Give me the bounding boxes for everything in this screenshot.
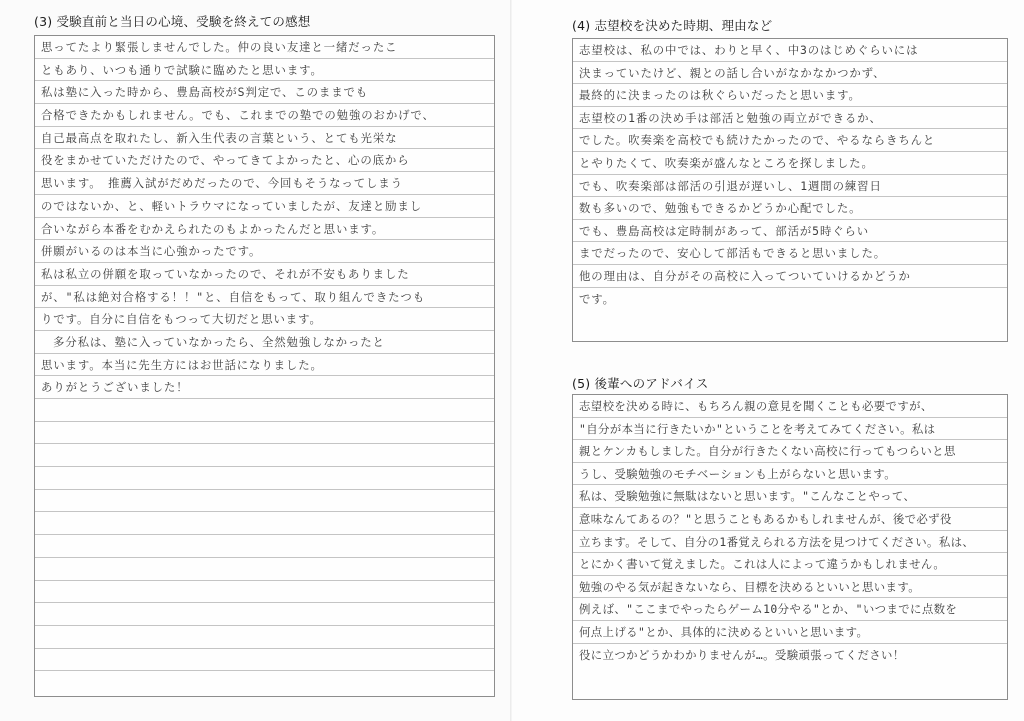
handwritten-line: 例えば、"ここまでやったらゲーム10分やる"とか、"いつまでに点数を [573,598,1007,621]
handwritten-line: 志望校は、私の中では、わりと早く、中3のはじめぐらいには [573,39,1007,62]
handwritten-line [35,444,494,467]
section-3-heading: (3) 受験直前と当日の心境、受験を終えての感想 [34,14,311,29]
handwritten-line: 思います。本当に先生方にはお世話になりました。 [35,354,494,377]
handwritten-line: とにかく書いて覚えました。これは人によって違うかもしれません。 [573,553,1007,576]
section-5-heading: (5) 後輩へのアドバイス [572,376,709,391]
handwritten-line: うし、受験勉強のモチベーションも上がらないと思います。 [573,463,1007,486]
handwritten-line: ともあり、いつも通りで試験に臨めたと思います。 [35,59,494,82]
handwritten-line: りです。自分に自信をもつって大切だと思います。 [35,308,494,331]
section-5-answer-box [572,394,1008,700]
handwritten-line [35,490,494,513]
handwritten-line [35,671,494,694]
handwritten-line: "自分が本当に行きたいか"ということを考えてみてください。私は [573,418,1007,441]
handwritten-line: 役をまかせていただけたので、やってきてよかったと、心の底から [35,149,494,172]
handwritten-line: 親とケンカもしました。自分が行きたくない高校に行ってもつらいと思 [573,440,1007,463]
handwritten-line [35,467,494,490]
handwritten-line: でも、吹奏楽部は部活の引退が遅いし、1週間の練習日 [573,175,1007,198]
handwritten-line: です。 [579,291,615,306]
handwritten-line: 私は、受験勉強に無駄はないと思います。"こんなことやって、 [573,485,1007,508]
handwritten-line: 多分私は、塾に入っていなかったら、全然勉強しなかったと [35,331,494,354]
handwritten-line: 他の理由は、自分がその高校に入ってついていけるかどうか [573,265,1007,288]
handwritten-line: 勉強のやる気が起きないなら、目標を決めるといいと思います。 [573,576,1007,599]
section-3-answer-box [34,35,495,697]
handwritten-line: 立ちます。そして、自分の1番覚えられる方法を見つけてください。私は、 [573,531,1007,554]
handwritten-line: が、"私は絶対合格する！！"と、自信をもって、取り組んできたつも [35,286,494,309]
handwritten-line: のではないか、と、軽いトラウマになっていましたが、友達と励まし [35,195,494,218]
handwritten-line: 合いながら本番をむかえられたのもよかったんだと思います。 [35,218,494,241]
right-page [512,0,1024,721]
handwritten-line: 何点上げる"とか、具体的に決めるといいと思います。 [573,621,1007,644]
handwritten-line: 思います。 推薦入試がだめだったので、今回もそうなってしまう [35,172,494,195]
handwritten-line [35,399,494,422]
handwritten-line [35,558,494,581]
handwritten-line [35,422,494,445]
handwritten-line: 最終的に決まったのは秋ぐらいだったと思います。 [573,84,1007,107]
handwritten-line [35,581,494,604]
handwritten-line [35,649,494,672]
handwritten-line: 志望校の1番の決め手は部活と勉強の両立ができるか、 [573,107,1007,130]
handwritten-line: 私は塾に入った時から、豊島高校がS判定で、このままでも [35,81,494,104]
handwritten-line [35,603,494,626]
handwritten-line: 自己最高点を取れたし、新入生代表の言葉という、とても光栄な [35,127,494,150]
handwritten-line: 決まっていたけど、親との話し合いがなかなかつかず、 [573,62,1007,85]
handwritten-line: 私は私立の併願を取っていなかったので、それが不安もありました [35,263,494,286]
handwritten-line: でも、豊島高校は定時制があって、部活が5時ぐらい [573,220,1007,243]
handwritten-line: 役に立つかどうかわかりませんが…。受験頑張ってください！ [579,647,905,662]
handwritten-line: でした。吹奏楽を高校でも続けたかったので、やるならきちんと [573,129,1007,152]
handwritten-line [35,512,494,535]
handwritten-line: とやりたくて、吹奏楽が盛んなところを探しました。 [573,152,1007,175]
handwritten-line: 数も多いので、勉強もできるかどうか心配でした。 [573,197,1007,220]
section-4-answer-box [572,38,1008,342]
handwritten-line: 併願がいるのは本当に心強かったです。 [35,240,494,263]
handwritten-line: 志望校を決める時に、もちろん親の意見を聞くことも必要ですが、 [573,395,1007,418]
handwritten-line: までだったので、安心して部活もできると思いました。 [573,242,1007,265]
handwritten-line: 思ってたより緊張しませんでした。仲の良い友達と一緒だったこ [35,36,494,59]
handwritten-line: 合格できたかもしれません。でも、これまでの塾での勉強のおかげで、 [35,104,494,127]
handwritten-line: ありがとうございました！ [35,376,494,399]
section-4-heading: (4) 志望校を決めた時期、理由など [572,18,773,33]
handwritten-line [35,626,494,649]
handwritten-line: 意味なんてあるの？"と思うこともあるかもしれませんが、後で必ず役 [573,508,1007,531]
handwritten-line [35,535,494,558]
